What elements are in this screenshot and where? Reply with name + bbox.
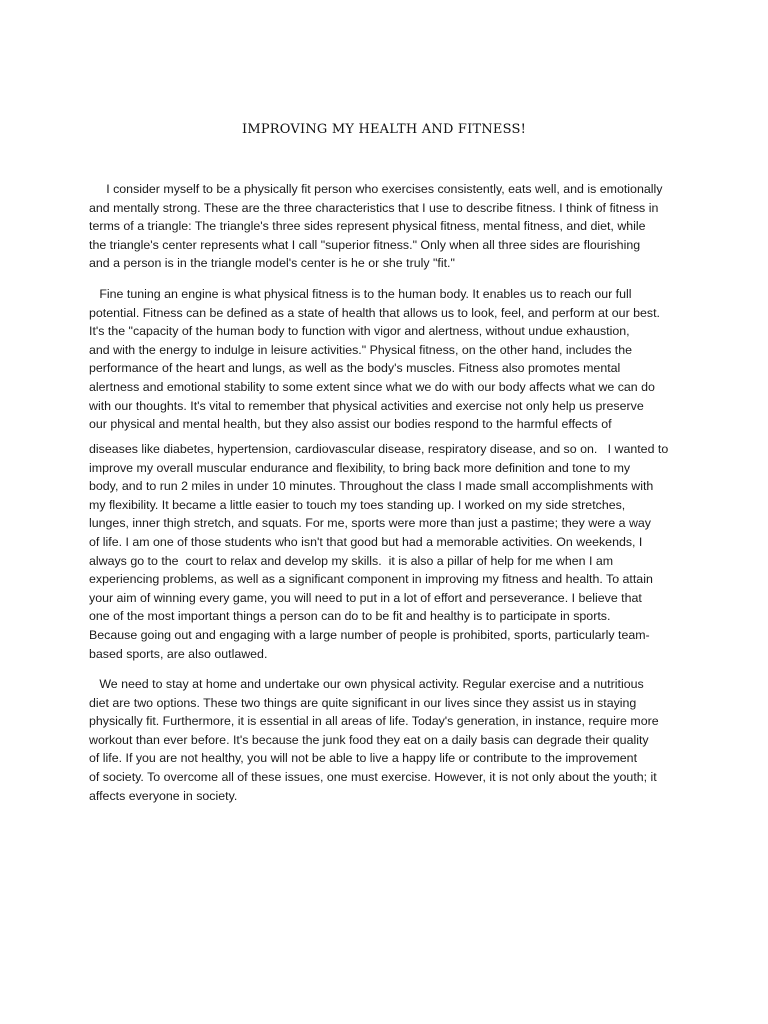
text-line: improve my overall muscular endurance and flexibility, to bring back more definition and tone to my [89, 460, 631, 475]
text-line: experiencing problems, as well as a significant component in improving my fitness and health. To attain [89, 572, 653, 587]
text-line: your aim of winning every game, you will need to put in a lot of effort and perseverance. I believe that [89, 590, 642, 605]
text-line: diet are two options. These two things are quite significant in our lives since they assist us in staying [89, 695, 637, 710]
paragraph-4 [89, 675, 681, 805]
text-line: potential. Fitness can be defined as a state of health that allows us to look, feel, and perform at our best. [89, 305, 660, 320]
text-line: terms of a triangle: The triangle's three sides represent physical fitness, mental fitness, and diet, while [89, 219, 646, 234]
text-line: Because going out and engaging with a large number of people is prohibited, sports, particularly team- [89, 627, 650, 642]
text-line: affects everyone in society. [89, 788, 238, 803]
paragraph-2 [89, 285, 681, 434]
text-line: body, and to run 2 miles in under 10 minutes. Throughout the class I made small accomplishments with [89, 479, 654, 494]
paragraph-3 [89, 440, 681, 663]
paragraph-1 [89, 180, 681, 273]
text-line: my flexibility. It became a little easier to touch my toes standing up. I worked on my side stretches, [89, 497, 626, 512]
text-line: performance of the heart and lungs, as well as the body's muscles. Fitness also promotes mental [89, 361, 621, 376]
text-line: lunges, inner thigh stretch, and squats. For me, sports were more than just a pastime; they were a way [89, 516, 651, 531]
text-line: and with the energy to indulge in leisure activities." Physical fitness, on the other hand, includes the [89, 342, 633, 357]
text-line: based sports, are also outlawed. [89, 646, 268, 661]
text-line: our physical and mental health, but they also assist our bodies respond to the harmful effects of [89, 417, 612, 432]
text-line: diseases like diabetes, hypertension, cardiovascular disease, respiratory disease, and so on. I wanted to [89, 442, 669, 456]
text-line: the triangle's center represents what I call "superior fitness." Only when all three sides are flourishing [89, 237, 641, 252]
text-line: We need to stay at home and undertake our own physical activity. Regular exercise and a nutritious [89, 677, 644, 691]
text-line: one of the most important things a person can do to be fit and healthy is to participate in sports. [89, 609, 611, 624]
text-line: I consider myself to be a physically fit person who exercises consistently, eats well, and is emotionally [89, 182, 663, 196]
text-line: workout than ever before. It's because the junk food they eat on a daily basis can degrade their quality [89, 732, 649, 747]
text-line: and a person is in the triangle model's center is he or she truly "fit." [89, 256, 455, 271]
document-title: IMPROVING MY HEALTH AND FITNESS! [242, 122, 526, 137]
text-line: and mentally strong. These are the three characteristics that I use to describe fitness. I think of fitness in [89, 200, 659, 215]
text-line: of life. I am one of those students who isn't that good but had a memorable activities. On weekends, I [89, 534, 643, 549]
text-line: of society. To overcome all of these issues, one must exercise. However, it is not only about the youth; it [89, 769, 657, 784]
text-line: Fine tuning an engine is what physical fitness is to the human body. It enables us to reach our full [89, 287, 632, 301]
text-line: physically fit. Furthermore, it is essential in all areas of life. Today's generation, in instance, require more [89, 714, 659, 729]
text-line: of life. If you are not healthy, you will not be able to live a happy life or contribute to the improvement [89, 751, 638, 766]
text-line: always go to the court to relax and develop my skills. it is also a pillar of help for me when I am [89, 553, 614, 568]
text-line: It's the "capacity of the human body to function with vigor and alertness, without undue exhaustion, [89, 324, 630, 339]
text-line: alertness and emotional stability to some extent since what we do with our body affects what we can do [89, 379, 655, 394]
text-line: with our thoughts. It's vital to remember that physical activities and exercise not only help us preserve [89, 398, 644, 413]
